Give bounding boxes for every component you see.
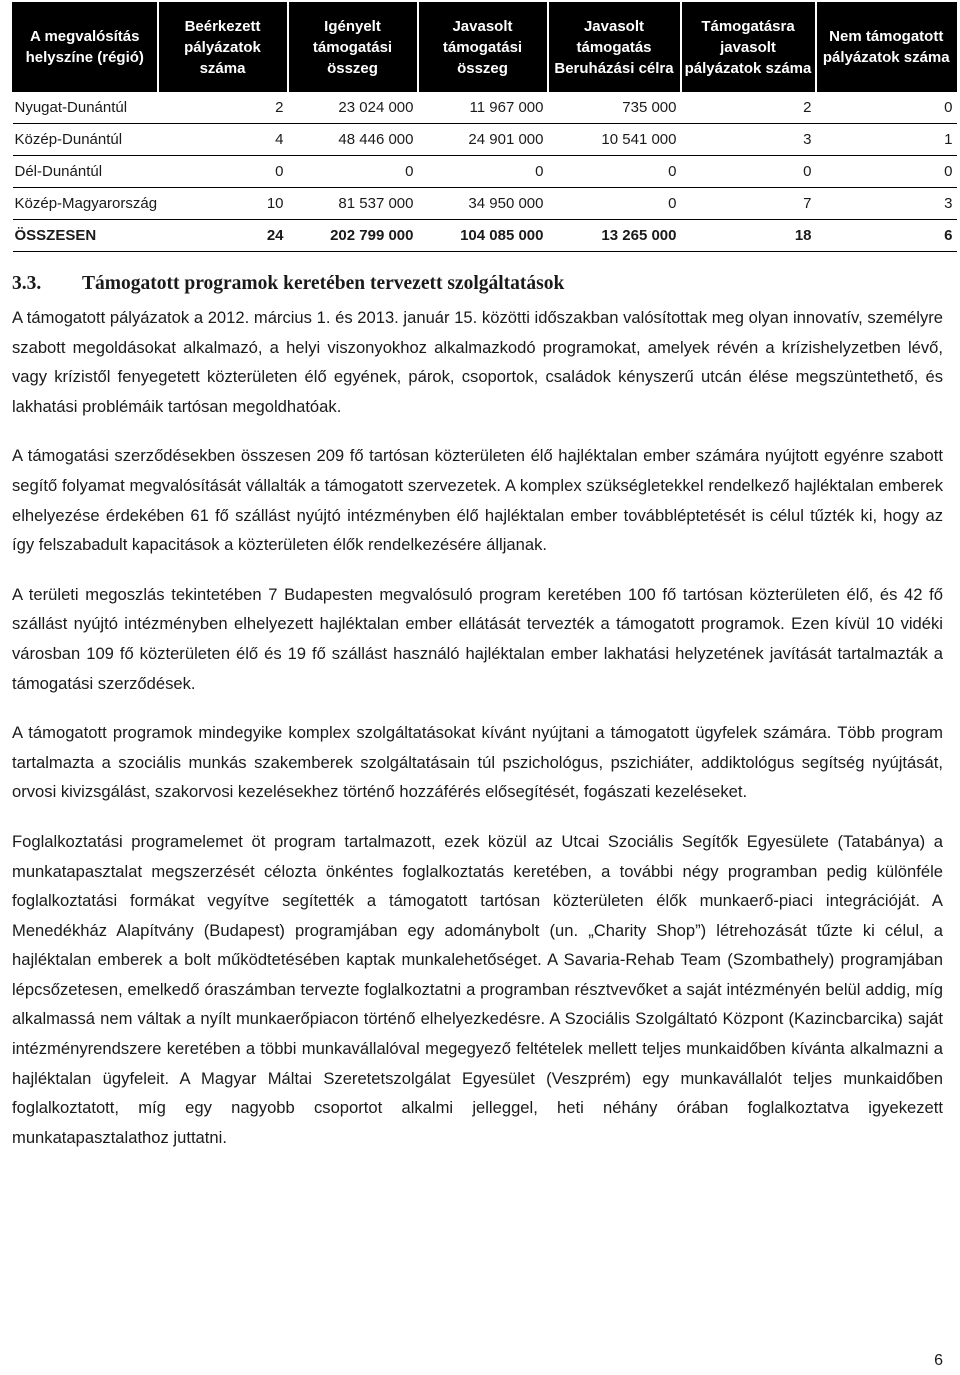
table-cell: 18 <box>681 220 816 252</box>
column-header-investment-amount: Javasolt támogatás Beruházási célra <box>548 3 681 92</box>
section-title: Támogatott programok keretében tervezett szolgáltatások <box>82 273 565 294</box>
table-cell: 0 <box>548 156 681 188</box>
paragraph: A támogatási szerződésekben összesen 209 fő tartósan közterületen élő hajléktalan ember számára nyújtott egyénre szabott segítő folyamat megvalósítását vállalták a támogatott szervezetek. A komplex szükségletekkel rendelkező hajléktalan emberek elhelyezése érdekében 61 fő szállást nyújtó intézményben élő hajléktalan ember továbbléptetését is célul tűzték ki, hogy az így felszabadult kapacitások a közterületen élők rendelkezésére álljanak. <box>12 446 943 555</box>
table-cell: 3 <box>816 188 957 220</box>
table-cell: 13 265 000 <box>548 220 681 252</box>
table-cell: ÖSSZESEN <box>13 220 158 252</box>
table-cell: Közép-Dunántúl <box>13 124 158 156</box>
paragraph: A támogatott pályázatok a 2012. március 1. és 2013. január 15. közötti időszakban valósítottak meg olyan innovatív, személyre szabott megoldásokat alkalmazó, a helyi viszonyokhoz alkalmazkodó programokat, amelyek révén a krízishelyzetben lévő, vagy krízistől fenyegetett közterületen élő egyének, párok, csoportok, családok kényszerű utcán élése megszüntethető, és lakhatási problémáik tartósan megoldhatóak. <box>12 308 943 416</box>
table-cell: 24 <box>158 220 288 252</box>
table-cell: Nyugat-Dunántúl <box>13 92 158 124</box>
table-cell: 24 901 000 <box>418 124 548 156</box>
table-row <box>13 92 957 124</box>
section-heading <box>12 271 564 297</box>
table-cell: 1 <box>816 124 957 156</box>
column-header-rejected-applications: Nem támogatott pályázatok száma <box>816 3 957 92</box>
table-cell: Dél-Dunántúl <box>13 156 158 188</box>
table-cell: 34 950 000 <box>418 188 548 220</box>
table-cell: 0 <box>288 156 418 188</box>
page-number: 6 <box>934 1352 943 1369</box>
table-cell: 0 <box>158 156 288 188</box>
column-header-proposed-amount: Javasolt támogatási összeg <box>418 3 548 92</box>
column-header-requested-amount: Igényelt támogatási összeg <box>288 3 418 92</box>
paragraph: A területi megoszlás tekintetében 7 Budapesten megvalósuló program keretében 100 fő tartósan közterületen élő, és 42 fő szállást nyújtó intézményben elhelyezett hajléktalan ember ellátását tervezték a támogatott programok. Ezen kívül 10 vidéki városban 109 fő közterületen élő és 19 fő szállást használó hajléktalan ember lakhatási helyzetének javítását tartalmazták a támogatási szerződések. <box>12 584 943 693</box>
table-total-row <box>13 220 957 252</box>
section-number: 3.3. <box>12 273 42 294</box>
table-cell: 0 <box>816 92 957 124</box>
table-cell: 23 024 000 <box>288 92 418 124</box>
body-text <box>12 303 943 1172</box>
table-cell: 0 <box>548 188 681 220</box>
table-cell: 0 <box>418 156 548 188</box>
column-header-received-applications: Beérkezett pályázatok száma <box>158 3 288 92</box>
table-cell: 0 <box>681 156 816 188</box>
paragraph: Foglalkoztatási programelemet öt program tartalmazott, ezek közül az Utcai Szociális Segítők Egyesülete (Tatabánya) a munkatapasztalat megszerzését célozta önkéntes foglalkoztatás keretében, a további négy programban pedig különféle foglalkoztatási formákat vegyítve segítették a támogatott tartósan közterületen élők munkaerő-piaci integrációját. A Menedékház Alapítvány (Budapest) programjában egy adománybolt (un. „Charity Shop”) létrehozását tűzte ki célul, a hajléktalan emberek a bolt működtetésében kaptak munkalehetőséget. A Savaria-Rehab Team (Szombathely) programjában lépcsőzetesen, emelkedő óraszámban tervezte foglalkoztatni a programban résztvevőket a saját intézményén belül addig, míg alkalmassá nem váltak a nyílt munkaerőpiacon történő elhelyezkedésre. A Szociális Szolgáltató Központ (Kazincbarcika) saját intézményrendszere keretében a többi munkavállalóval megegyező feltételek mellett teljes munkaidőben kívánta alkalmazni a hajléktalan ügyfeleit. A Magyar Máltai Szeretetszolgálat Egyesület (Veszprém) egy munkavállalót teljes munkaidőben foglalkoztatott, míg egy nagyobb csoportot alkalmi jelleggel, heti néhány órában foglalkoztatva igyekezett munkatapasztalathoz juttatni. <box>12 831 943 1147</box>
table-cell: 3 <box>681 124 816 156</box>
table-cell: 11 967 000 <box>418 92 548 124</box>
table-cell: 10 541 000 <box>548 124 681 156</box>
table-cell: 104 085 000 <box>418 220 548 252</box>
table-cell: 7 <box>681 188 816 220</box>
table-cell: 4 <box>158 124 288 156</box>
column-header-proposed-applications: Támogatásra javasolt pályázatok száma <box>681 3 816 92</box>
table-row <box>13 124 957 156</box>
column-header-region: A megvalósítás helyszíne (régió) <box>13 3 158 92</box>
table-cell: 10 <box>158 188 288 220</box>
table-row <box>13 156 957 188</box>
table-cell: 735 000 <box>548 92 681 124</box>
table-cell: 6 <box>816 220 957 252</box>
funding-table <box>12 2 957 252</box>
table-cell: 0 <box>816 156 957 188</box>
paragraph: A támogatott programok mindegyike komplex szolgáltatásokat kívánt nyújtani a támogatott ügyfelek számára. Több program tartalmazta a szociális munkás szakemberek szolgáltatásain túl pszichológus, pszichiáter, addiktológus segítség nyújtását, orvosi kivizsgálást, szakorvosi kezelésekhez történő hozzáférés elősegítését, fogászati kezeléseket. <box>12 723 943 802</box>
table-cell: 2 <box>158 92 288 124</box>
table-cell: 2 <box>681 92 816 124</box>
table-cell: Közép-Magyarország <box>13 188 158 220</box>
table-cell: 48 446 000 <box>288 124 418 156</box>
table-row <box>13 188 957 220</box>
table-cell: 81 537 000 <box>288 188 418 220</box>
table-header-row <box>13 3 957 92</box>
table-cell: 202 799 000 <box>288 220 418 252</box>
